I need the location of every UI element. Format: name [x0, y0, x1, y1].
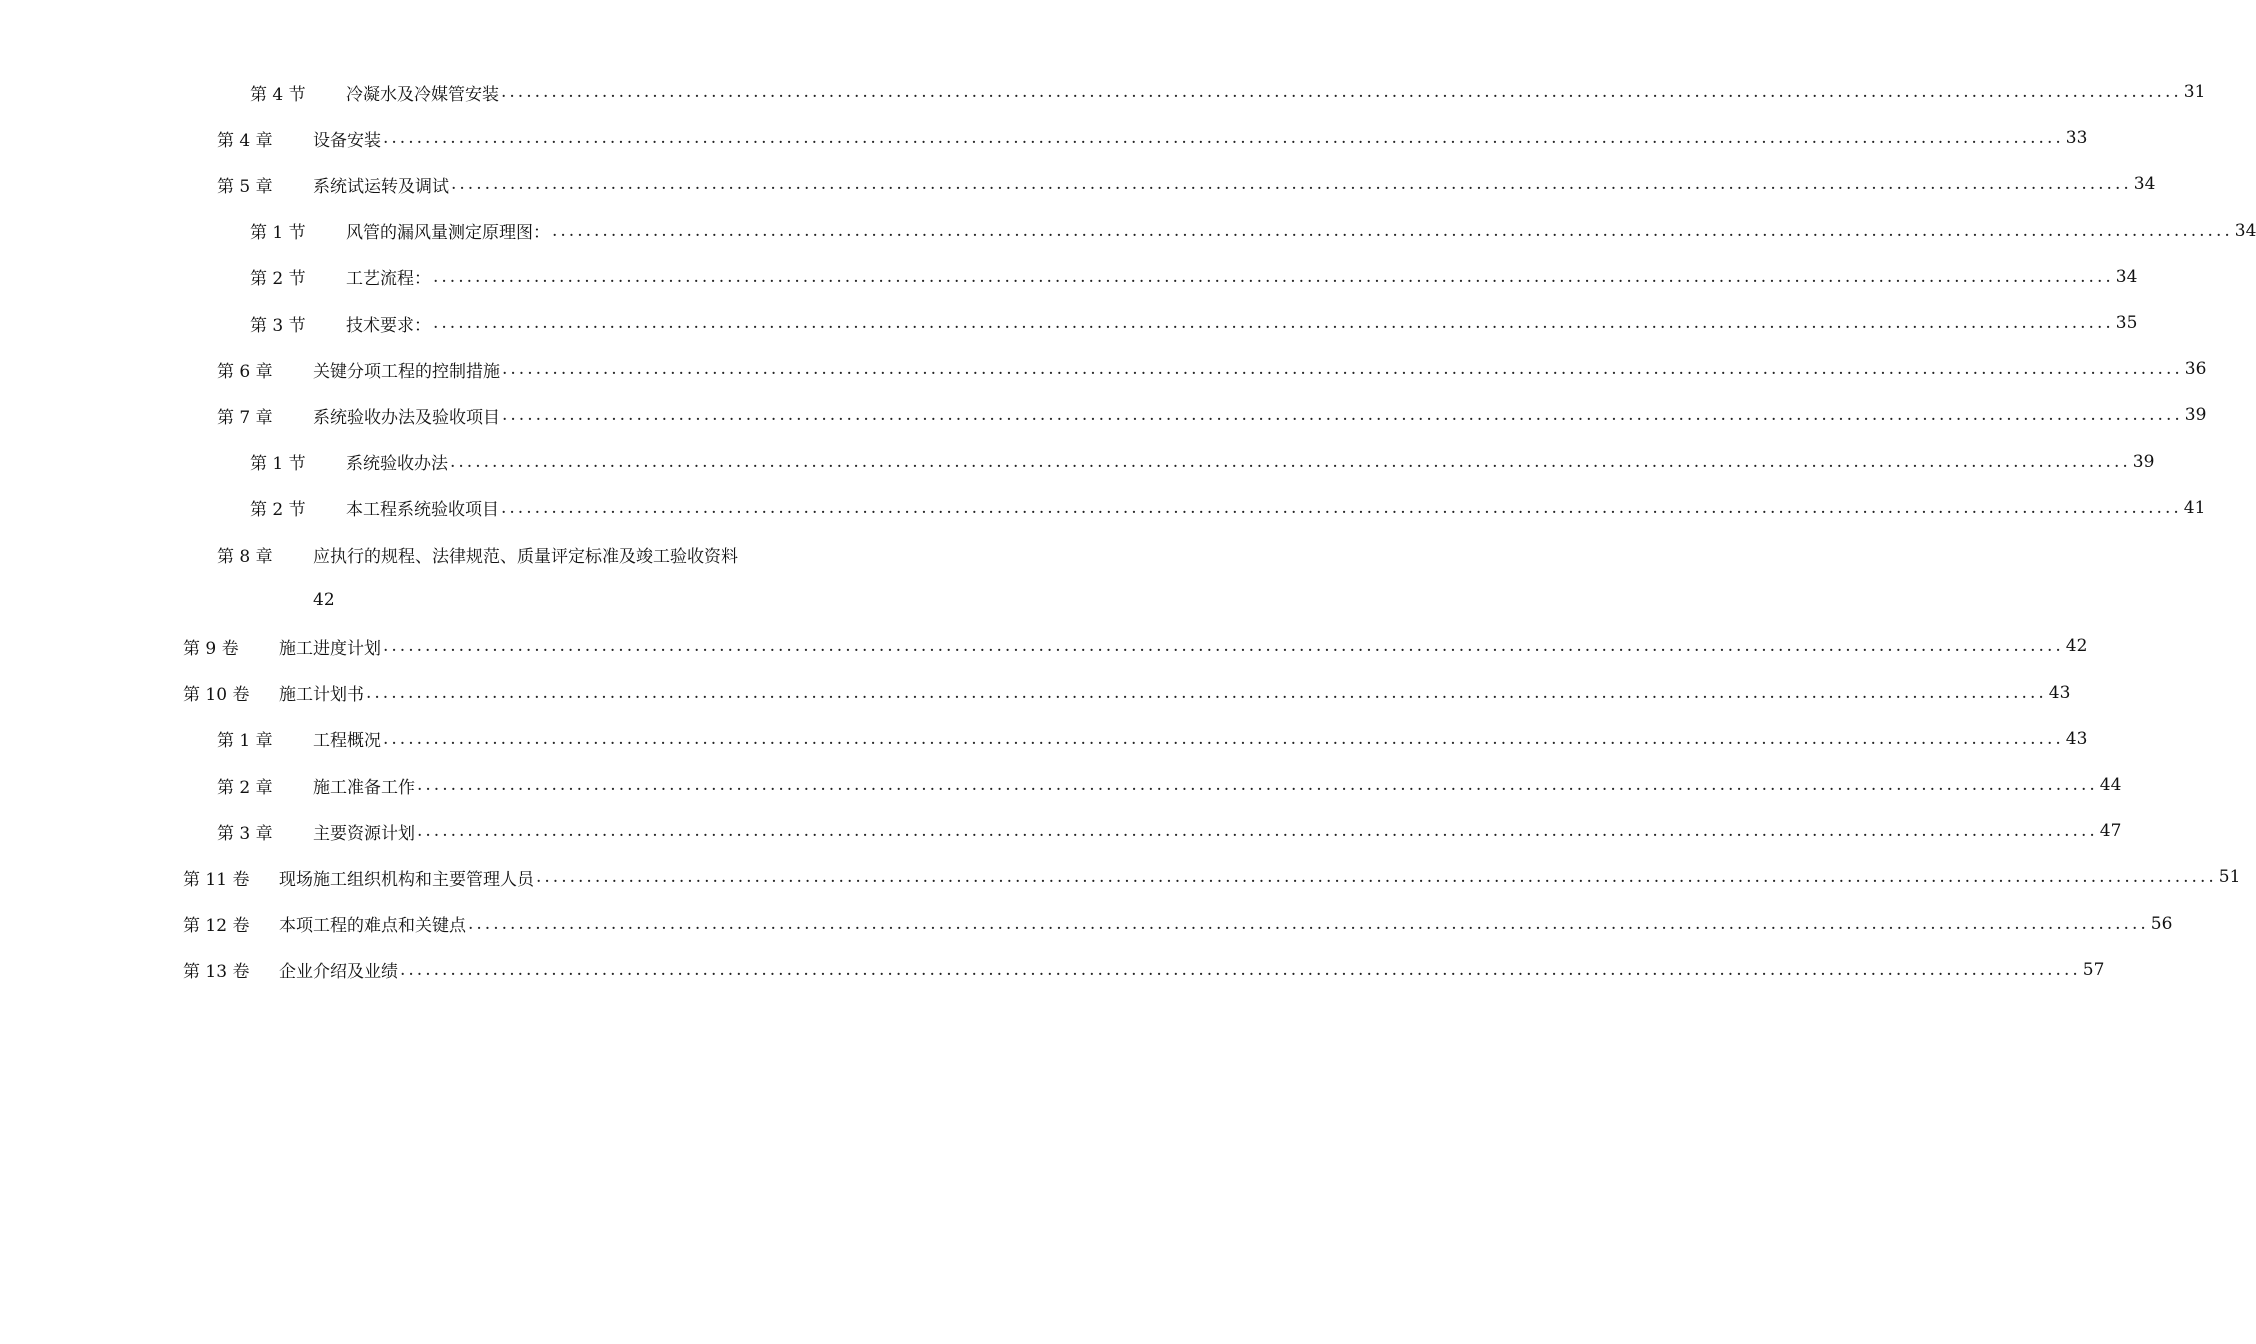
toc-entry-number: 第 3 节 [250, 315, 306, 336]
toc-entry-title: 应执行的规程、法律规范、质量评定标准及竣工验收资料 [313, 546, 738, 567]
toc-entry[interactable] [217, 349, 2207, 389]
toc-entry[interactable] [250, 303, 2138, 343]
toc-entry[interactable] [183, 950, 2105, 990]
toc-entry-title: 现场施工组织机构和主要管理人员 [279, 869, 534, 890]
toc-entry-page-number: 33 [2065, 128, 2088, 149]
toc-dot-leader: ........................................................................................................................................................................................................ [366, 682, 2047, 703]
toc-entry-number: 第 8 章 [217, 546, 273, 567]
toc-entry-number: 第 4 节 [250, 84, 306, 105]
toc-entry-title: 工程概况 [313, 731, 381, 752]
toc-entry[interactable] [217, 118, 2088, 158]
toc-entry-page-number: 36 [2184, 359, 2207, 380]
toc-dot-leader: ........................................................................................................................................................................................................ [417, 775, 2098, 795]
toc-entry-title: 施工计划书 [279, 685, 364, 706]
toc-entry-number: 第 6 章 [217, 361, 273, 382]
toc-entry-page-number: 39 [2132, 451, 2155, 472]
toc-dot-leader: ........................................................................................................................................................................................................ [552, 220, 2233, 241]
toc-entry-title: 本项工程的难点和关键点 [279, 916, 466, 937]
toc-entry-page-number: 35 [2115, 313, 2138, 333]
toc-dot-leader: ........................................................................................................................................................................................................ [417, 821, 2098, 842]
toc-entry-number: 第 4 章 [217, 130, 273, 151]
toc-entry-title: 系统验收办法及验收项目 [313, 407, 500, 428]
toc-entry-title: 本工程系统验收项目 [346, 500, 499, 521]
toc-dot-leader: ........................................................................................................................................................................................................ [502, 359, 2183, 380]
toc-entry[interactable] [183, 626, 2088, 666]
toc-dot-leader: ........................................................................................................................................................................................................ [450, 451, 2131, 472]
toc-dot-leader: ........................................................................................................................................................................................................ [502, 405, 2183, 426]
toc-entry[interactable] [250, 257, 2138, 297]
toc-entry[interactable] [183, 673, 2071, 713]
toc-entry-page-number: 56 [2150, 913, 2173, 934]
toc-entry[interactable] [250, 442, 2155, 482]
toc-entry[interactable] [217, 395, 2207, 435]
toc-entry-number: 第 1 章 [217, 731, 273, 752]
toc-entry[interactable] [183, 857, 2241, 897]
toc-entry-title: 主要资源计划 [313, 823, 415, 844]
toc-entry[interactable] [217, 765, 2122, 805]
toc-entry-number: 第 7 章 [217, 407, 273, 428]
toc-entry-title: 技术要求： [346, 315, 431, 336]
toc-entry-title: 工艺流程： [346, 269, 431, 290]
toc-entry-number: 第 1 节 [250, 454, 306, 475]
toc-entry-title: 风管的漏风量测定原理图： [346, 223, 550, 244]
toc-dot-leader: ........................................................................................................................................................................................................ [501, 497, 2182, 518]
toc-entry[interactable] [183, 904, 2173, 944]
toc-entry-title: 施工准备工作 [313, 777, 415, 798]
toc-entry-title: 系统验收办法 [346, 454, 448, 475]
toc-entry-number: 第 2 章 [217, 777, 273, 798]
toc-entry-page-number: 39 [2184, 405, 2207, 426]
toc-entry-page-number: 34 [2234, 220, 2256, 241]
toc-entry-title: 施工进度计划 [279, 638, 381, 659]
toc-entry-title: 关键分项工程的控制措施 [313, 361, 500, 382]
toc-entry[interactable] [250, 72, 2206, 112]
toc-entry-number: 第 3 章 [217, 823, 273, 844]
toc-entry-number: 第 2 节 [250, 269, 306, 290]
toc-entry-title: 系统试运转及调试 [313, 176, 449, 197]
toc-dot-leader: ........................................................................................................................................................................................................ [433, 266, 2114, 287]
toc-dot-leader: ........................................................................................................................................................................................................ [451, 174, 2132, 195]
toc-entry-page-number: 31 [2183, 82, 2206, 102]
toc-dot-leader: ........................................................................................................................................................................................................ [383, 728, 2064, 749]
toc-entry[interactable] [250, 211, 2256, 251]
toc-dot-leader: ........................................................................................................................................................................................................ [400, 959, 2081, 980]
toc-entry-page-number: 47 [2099, 821, 2122, 842]
toc-entry-number: 第 12 卷 [183, 916, 250, 937]
toc-entry-number: 第 13 卷 [183, 962, 250, 983]
toc-entry-page-number: 42 [313, 590, 335, 611]
toc-entry-page-number: 34 [2115, 266, 2138, 287]
toc-dot-leader: ........................................................................................................................................................................................................ [383, 636, 2064, 657]
toc-entry-number: 第 2 节 [250, 500, 306, 521]
toc-entry-title: 冷凝水及冷媒管安装 [346, 84, 499, 105]
toc-entry-number: 第 5 章 [217, 176, 273, 197]
toc-entry-page-number: 41 [2183, 497, 2206, 518]
toc-entry-page-number: 42 [2065, 636, 2088, 657]
toc-entry-number: 第 10 卷 [183, 685, 250, 706]
toc-entry-page-number: 43 [2065, 728, 2088, 749]
toc-entry-title: 企业介绍及业绩 [279, 962, 398, 983]
toc-entry-page-number: 43 [2048, 682, 2071, 703]
toc-entry[interactable] [217, 719, 2088, 759]
toc-entry-page-number: 44 [2099, 775, 2122, 795]
toc-dot-leader: ........................................................................................................................................................................................................ [383, 128, 2064, 149]
toc-entry[interactable] [217, 164, 2156, 204]
toc-dot-leader: ........................................................................................................................................................................................................ [433, 313, 2114, 333]
toc-entry-title: 设备安装 [313, 130, 381, 151]
toc-entry[interactable] [217, 811, 2122, 851]
toc-entry-number: 第 11 卷 [183, 869, 250, 890]
toc-entry-number: 第 1 节 [250, 223, 306, 244]
toc-dot-leader: ........................................................................................................................................................................................................ [536, 867, 2217, 888]
toc-entry[interactable] [217, 534, 806, 574]
toc-entry-page-number: 57 [2082, 959, 2105, 980]
toc-dot-leader: ........................................................................................................................................................................................................ [468, 913, 2149, 934]
toc-dot-leader: ........................................................................................................................................................................................................ [501, 82, 2182, 102]
toc-entry[interactable] [250, 488, 2206, 528]
toc-entry-page-number: 34 [2133, 174, 2156, 195]
toc-entry-number: 第 9 卷 [183, 638, 239, 659]
toc-entry-page-number: 51 [2218, 867, 2241, 888]
